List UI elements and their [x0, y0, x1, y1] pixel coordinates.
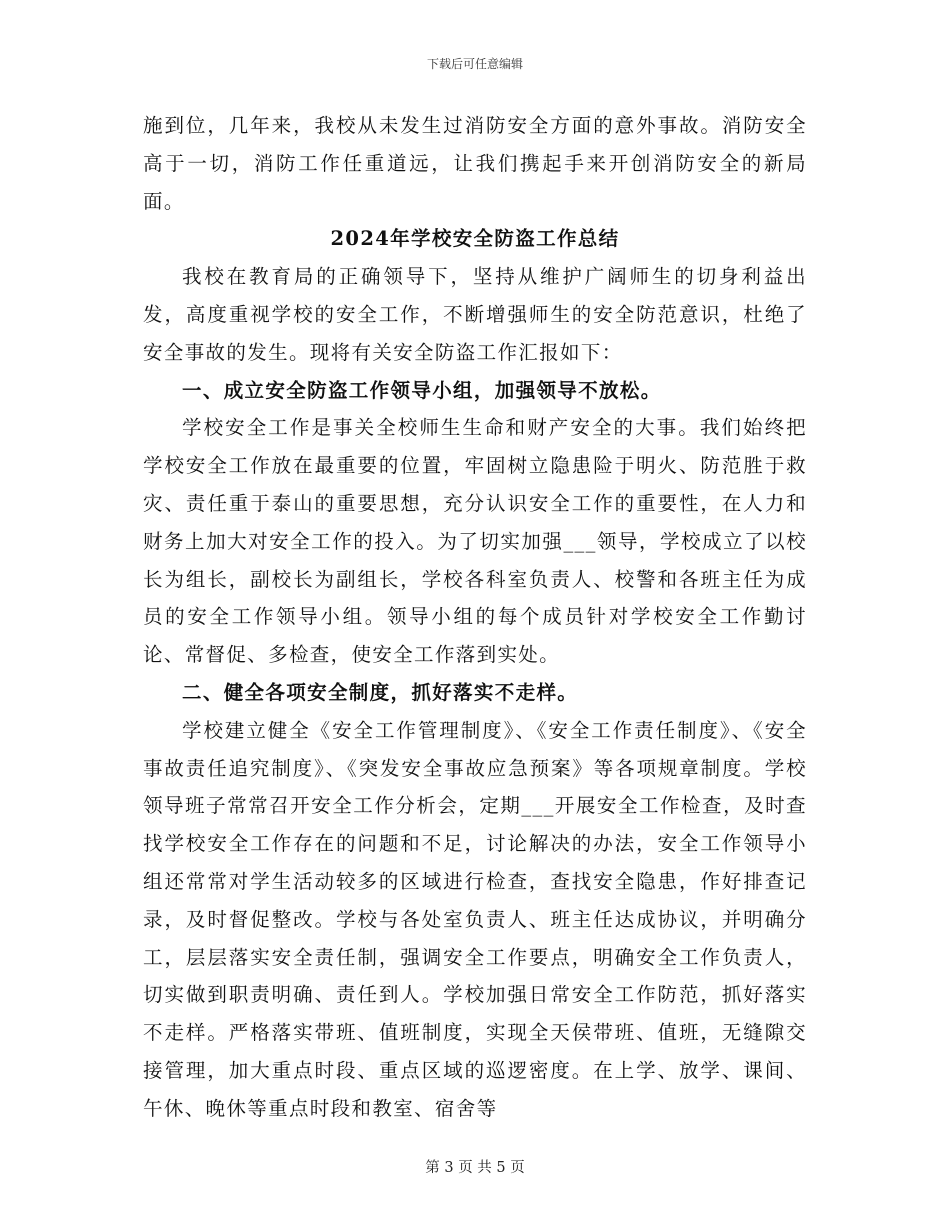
section-heading-1: 一、成立安全防盗工作领导小组，加强领导不放松。: [182, 378, 662, 402]
paragraph-continuation: 施到位，几年来，我校从未发生过消防安全方面的意外事故。消防安全高于一切，消防工作任重道远，让我们携起手来开创消防安全的新局面。: [143, 114, 807, 213]
paragraph-section-1: 学校安全工作是事关全校师生生命和财产安全的大事。我们始终把学校安全工作放在最重要的位置，牢固树立隐患险于明火、防范胜于救灾、责任重于泰山的重要思想，充分认识安全工作的重要性，在人力和财务上加大对安全工作的投入。为了切实加强___领导，学校成立了以校长为组长，副校长为副组长，学校各科室负责人、校警和各班主任为成员的安全工作领导小组。领导小组的每个成员针对学校安全工作勤讨论、常督促、多检查，使安全工作落到实处。: [143, 416, 807, 667]
paragraph-intro: 我校在教育局的正确领导下，坚持从维护广阔师生的切身利益出发，高度重视学校的安全工作，不断增强师生的安全防范意识，杜绝了安全事故的发生。现将有关安全防盗工作汇报如下：: [143, 265, 807, 364]
document-title: 2024年学校安全防盗工作总结: [330, 227, 620, 251]
document-body: [143, 107, 807, 1128]
page-footer: 第 3 页 共 5 页: [425, 1160, 525, 1176]
paragraph-section-2: 学校建立健全《安全工作管理制度》、《安全工作责任制度》、《安全事故责任追究制度》、《突发安全事故应急预案》等各项规章制度。学校领导班子常常召开安全工作分析会，定期___开展安全工作检查，及时查找学校安全工作存在的问题和不足，讨论解决的办法，安全工作领导小组还常常对学生活动较多的区域进行检查，查找安全隐患，作好排查记录，及时督促整改。学校与各处室负责人、班主任达成协议，并明确分工，层层落实安全责任制，强调安全工作要点，明确安全工作负责人，切实做到职责明确、责任到人。学校加强日常安全工作防范，抓好落实不走样。严格落实带班、值班制度，实现全天侯带班、值班，无缝隙交接管理，加大重点时段、重点区域的巡逻密度。在上学、放学、课间、午休、晚休等重点时段和教室、宿舍等: [143, 718, 807, 1120]
section-heading-2: 二、健全各项安全制度，抓好落实不走样。: [182, 680, 579, 704]
page-header: 下载后可任意编辑: [426, 57, 523, 71]
